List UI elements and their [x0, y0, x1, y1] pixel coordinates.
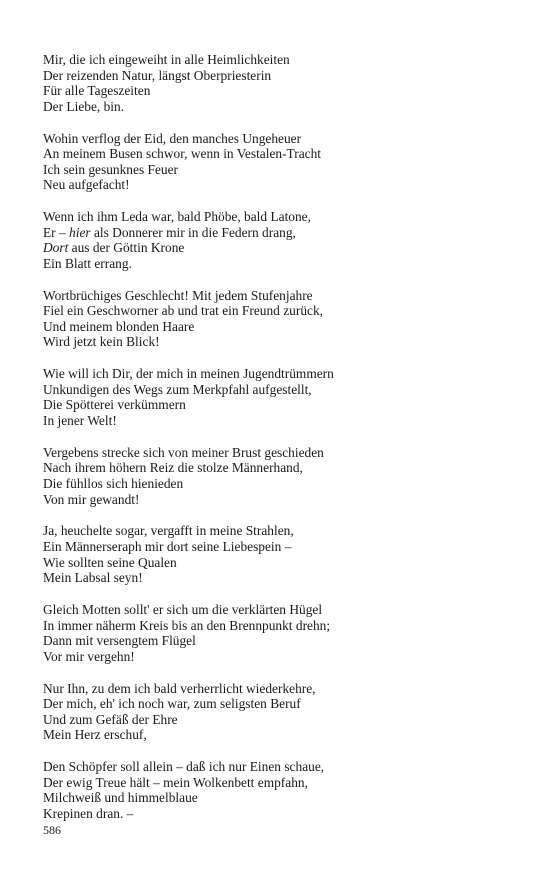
- verse-line: [43, 397, 523, 413]
- stanza: [43, 52, 523, 114]
- line-text: In immer näherm Kreis bis an den Brennpunkt drehn;: [43, 617, 331, 633]
- verse-line: [43, 319, 523, 335]
- verse-line: [43, 775, 523, 791]
- stanza: [43, 602, 523, 664]
- line-text: aus der Göttin Krone: [68, 240, 185, 256]
- line-text: Unkundigen des Wegs zum Merkpfahl aufgestellt,: [43, 381, 312, 397]
- verse-line: [43, 759, 523, 775]
- line-text: An meinem Busen schwor, wenn in Vestalen-Tracht: [43, 146, 322, 162]
- verse-line: [43, 256, 523, 272]
- page-number: 586: [43, 823, 61, 837]
- verse-line: [43, 618, 523, 634]
- verse-line: [43, 790, 523, 806]
- verse-line: [43, 366, 523, 382]
- verse-line: [43, 712, 523, 728]
- line-text: Von mir gewandt!: [43, 491, 140, 507]
- line-text: Und meinem blonden Haare: [43, 318, 195, 334]
- line-text: Wohin verflog der Eid, den manches Ungeheuer: [43, 130, 302, 146]
- line-text: Die fühllos sich hienieden: [43, 476, 184, 491]
- stanza: [43, 445, 523, 507]
- verse-line: [43, 382, 523, 398]
- verse-line: [43, 334, 523, 350]
- line-text: Wird jetzt kein Blick!: [43, 334, 160, 350]
- verse-line: [43, 288, 523, 304]
- line-text: Ja, heuchelte sogar, vergafft in meine Strahlen,: [43, 523, 294, 539]
- verse-line: [43, 83, 523, 99]
- verse-line: [43, 806, 523, 822]
- italic-text: hier: [69, 224, 91, 240]
- stanza: [43, 288, 523, 350]
- verse-line: [43, 696, 523, 712]
- line-text: Wie sollten seine Qualen: [43, 554, 177, 570]
- verse-line: [43, 445, 523, 461]
- line-text: als Donnerer mir in die Federn drang,: [90, 224, 296, 240]
- line-text: Ein Männerseraph mir dort seine Liebespein –: [43, 538, 292, 554]
- poem-text: [43, 52, 523, 838]
- verse-line: [43, 240, 523, 256]
- line-text: Nur Ihn, zu dem ich bald verherrlicht wiederkehre,: [43, 680, 316, 696]
- verse-line: [43, 570, 523, 586]
- verse-line: [43, 209, 523, 225]
- verse-line: [43, 225, 523, 241]
- line-text: Mir, die ich eingeweiht in alle Heimlichkeiten: [43, 52, 290, 67]
- line-text: Für alle Tageszeiten: [43, 83, 151, 99]
- line-text: Ich sein gesunknes Feuer: [43, 161, 178, 177]
- verse-line: [43, 162, 523, 178]
- verse-line: [43, 539, 523, 555]
- verse-line: [43, 177, 523, 193]
- verse-line: [43, 727, 523, 743]
- line-text: Der mich, eh' ich noch war, zum seligsten Beruf: [43, 696, 301, 712]
- verse-line: [43, 633, 523, 649]
- verse-line: [43, 131, 523, 147]
- verse-line: [43, 303, 523, 319]
- stanza: [43, 131, 523, 193]
- line-text: Der ewig Treue hält – mein Wolkenbett empfahn,: [43, 774, 308, 790]
- verse-line: [43, 681, 523, 697]
- line-text: Ein Blatt errang.: [43, 255, 132, 271]
- line-text: Der Liebe, bin.: [43, 98, 125, 114]
- verse-line: [43, 52, 523, 68]
- verse-line: [43, 492, 523, 508]
- line-text: Er –: [43, 224, 70, 240]
- line-text: Wie will ich Dir, der mich in meinen Jugendtrümmern: [43, 366, 334, 382]
- line-text: Und zum Gefäß der Ehre: [43, 711, 178, 727]
- stanza: [43, 209, 523, 271]
- verse-line: [43, 146, 523, 162]
- verse-line: [43, 649, 523, 665]
- stanza: [43, 681, 523, 743]
- line-text: Fiel ein Geschworner ab und trat ein Freund zurück,: [43, 303, 324, 319]
- line-text: Den Schöpfer soll allein – daß ich nur Einen schaue,: [43, 759, 325, 775]
- stanza: [43, 759, 523, 821]
- line-text: Mein Labsal seyn!: [43, 570, 143, 586]
- verse-line: [43, 555, 523, 571]
- verse-line: [43, 68, 523, 84]
- italic-text: Dort: [43, 240, 69, 256]
- line-text: Wortbrüchiges Geschlecht! Mit jedem Stufenjahre: [43, 287, 313, 303]
- verse-line: [43, 460, 523, 476]
- line-text: Vergebens strecke sich von meiner Brust geschieden: [43, 444, 324, 460]
- line-text: Gleich Motten sollt' er sich um die verklärten Hügel: [43, 601, 323, 617]
- line-text: Krepinen dran. –: [43, 805, 134, 821]
- verse-line: [43, 476, 523, 492]
- line-text: In jener Welt!: [43, 413, 117, 429]
- line-text: Milchweiß und himmelblaue: [43, 790, 198, 806]
- line-text: Wenn ich ihm Leda war, bald Phöbe, bald Latone,: [43, 209, 311, 225]
- line-text: Mein Herz erschuf,: [43, 727, 147, 743]
- line-text: Nach ihrem höhern Reiz die stolze Männerhand,: [43, 460, 303, 476]
- verse-line: [43, 413, 523, 429]
- line-text: Dann mit versengtem Flügel: [43, 633, 196, 649]
- line-text: Neu aufgefacht!: [43, 177, 130, 193]
- stanza: [43, 366, 523, 428]
- verse-line: [43, 602, 523, 618]
- verse-line: [43, 523, 523, 539]
- verse-line: [43, 99, 523, 115]
- stanza: [43, 523, 523, 585]
- line-text: Der reizenden Natur, längst Oberpriesterin: [43, 67, 272, 83]
- line-text: Die Spötterei verkümmern: [43, 397, 186, 413]
- line-text: Vor mir vergehn!: [43, 648, 135, 664]
